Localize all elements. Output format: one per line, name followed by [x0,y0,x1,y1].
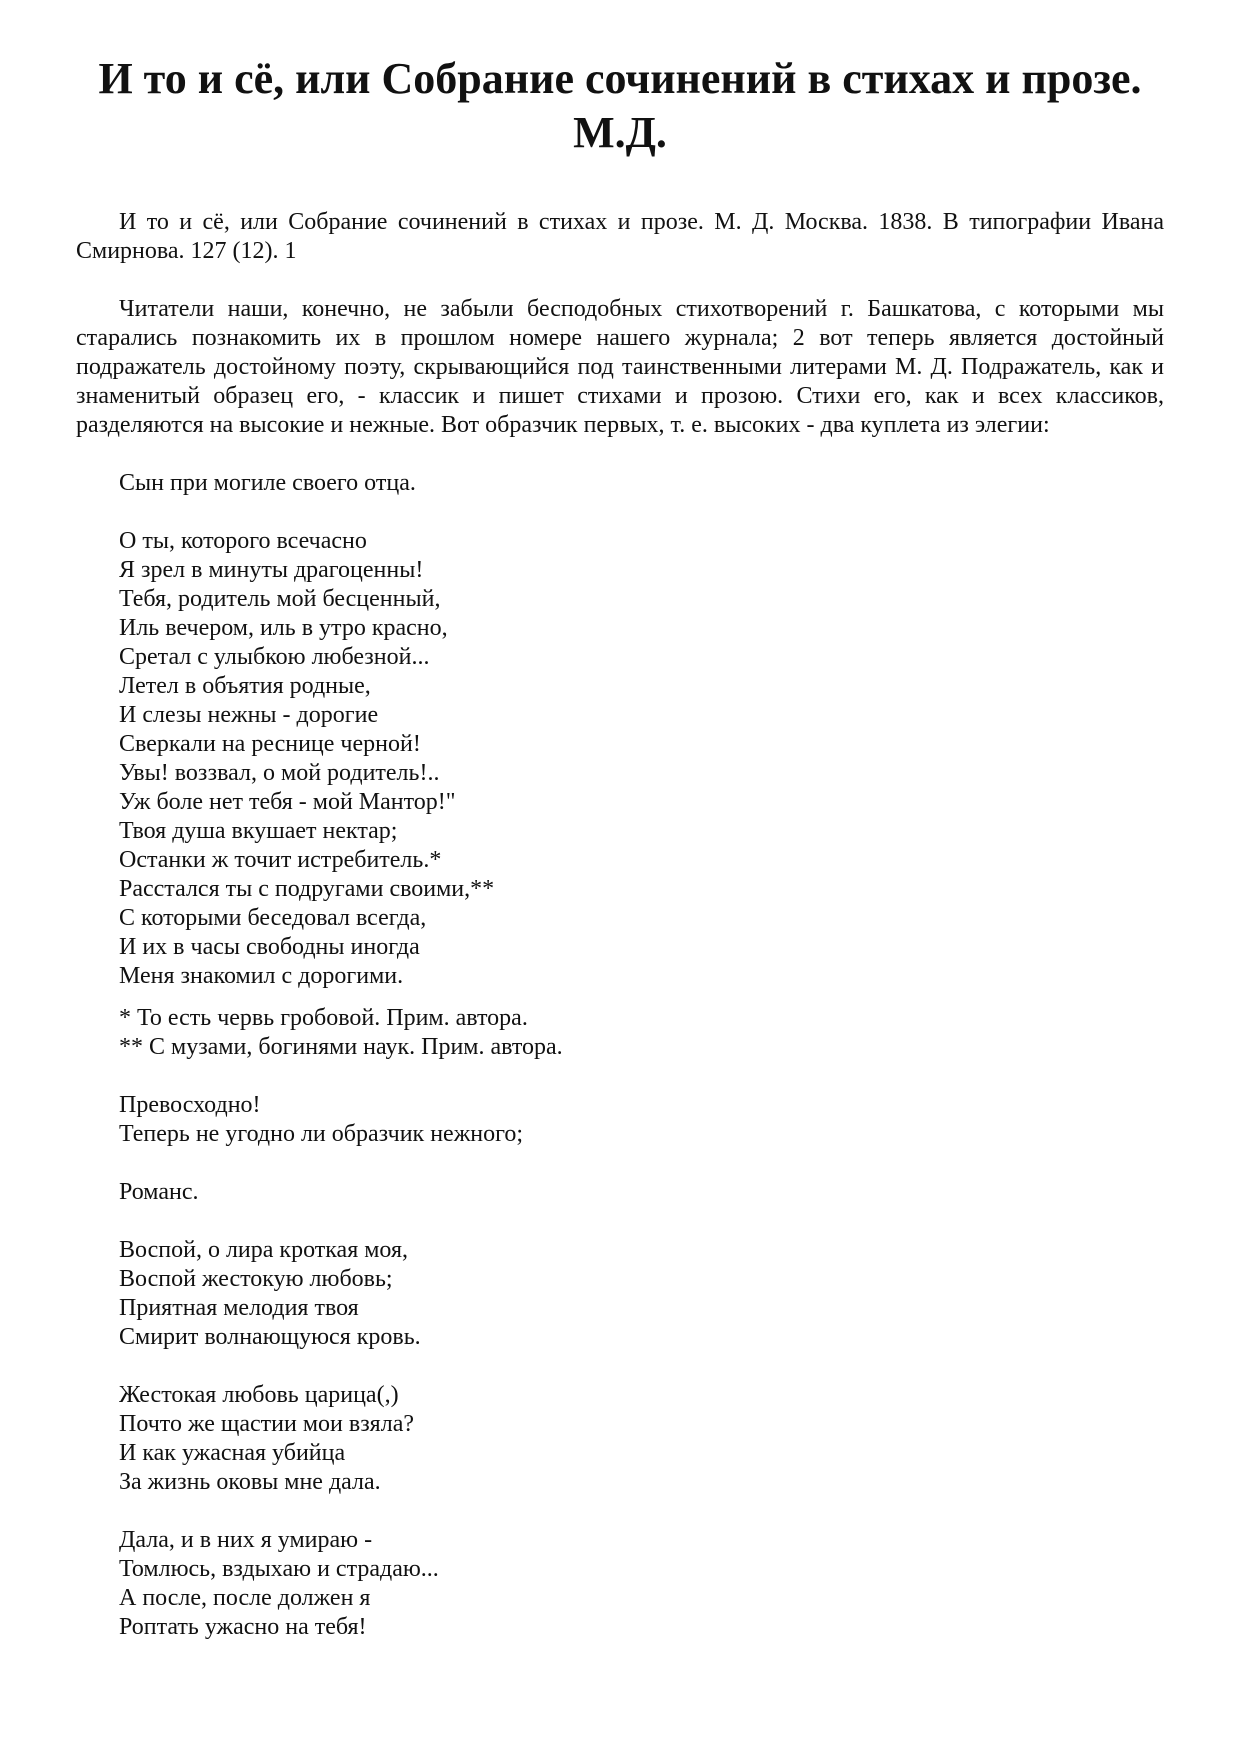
commentary-line: Теперь не угодно ли образчик нежного; [119,1121,524,1147]
poem-line: Смирит волнающуюся кровь. [119,1324,421,1350]
poem-line: Расстался ты с подругами своими,** [119,876,495,902]
poem-line: Тебя, родитель мой бесценный, [119,586,441,612]
poem-line: И их в часы свободны иногда [119,934,420,960]
footnote: * То есть червь гробовой. Прим. автора. [119,1005,528,1031]
footnote: ** С музами, богинями наук. Прим. автора. [119,1034,563,1060]
poem-line: Воспой, о лира кроткая моя, [119,1237,409,1263]
poem-line: Воспой жестокую любовь; [119,1266,393,1292]
poem-line: За жизнь оковы мне дала. [119,1469,381,1495]
poem-line: Дала, и в них я умираю - [119,1527,373,1553]
poem-line: Приятная мелодия твоя [119,1295,359,1321]
page-title [76,52,1164,160]
elegy-heading: Сын при могиле своего отца. [119,470,416,496]
elegy-stanza [119,527,1119,991]
poem-line: Останки ж точит истребитель.* [119,847,442,873]
poem-line: И слезы нежны - дорогие [119,702,379,728]
poem-line: Твоя душа вкушает нектар; [119,818,398,844]
romance-stanza [119,1526,1119,1642]
title-line-1: И то и сё, или Собрание сочинений в стихах и прозе. [98,54,1142,103]
poem-line: Я зрел в минуты драгоценны! [119,557,424,583]
elegy-heading-block [119,469,1119,498]
poem-line: Летел в объятия родные, [119,673,371,699]
poem-line: С которыми беседовал всегда, [119,905,427,931]
poem-line: И как ужасная убийца [119,1440,346,1466]
elegy-footnotes [119,1004,1119,1062]
review-intro-paragraph: Читатели наши, конечно, не забыли бесподобных стихотворений г. Башкатова, с которыми мы старались познакомить их в прошлом номере нашего журнала; 2 вот теперь является достойный подражатель достойному поэту, скрывающийся под таинственными литерами М. Д. Подражатель, как и знаменитый образец его, - классик и пишет стихами и прозою. Стихи его, как и всех классиков, разделяются на высокие и нежные. Вот образчик первых, т. е. высоких - два куплета из элегии: [76,296,1164,438]
poem-line: Сверкали на реснице черной! [119,731,421,757]
bibliographic-paragraph: И то и сё, или Собрание сочинений в стихах и прозе. М. Д. Москва. 1838. В типографии Ивана Смирнова. 127 (12). 1 [76,209,1164,264]
romance-heading: Романс. [119,1179,199,1205]
poem-line: Томлюсь, вздыхаю и страдаю... [119,1556,439,1582]
romance-heading-block [119,1178,1119,1207]
title-line-2: М.Д. [573,108,667,157]
poem-line: Иль вечером, иль в утро красно, [119,615,448,641]
poem-line: Меня знакомил с дорогими. [119,963,404,989]
commentary-block [119,1091,1119,1149]
romance-stanza [119,1236,1119,1352]
poem-line: О ты, которого всечасно [119,528,367,554]
romance-stanza [119,1381,1119,1497]
poem-line: Уж боле нет тебя - мой Мантор!" [119,789,456,815]
poem-line: Жестокая любовь царица(,) [119,1382,399,1408]
poem-line: Сретал с улыбкою любезной... [119,644,430,670]
poem-line: Увы! воззвал, о мой родитель!.. [119,760,440,786]
poem-line: Почто же щастии мои взяла? [119,1411,414,1437]
poem-line: А после, после должен я [119,1585,371,1611]
commentary-line: Превосходно! [119,1092,261,1118]
poem-line: Роптать ужасно на тебя! [119,1614,367,1640]
